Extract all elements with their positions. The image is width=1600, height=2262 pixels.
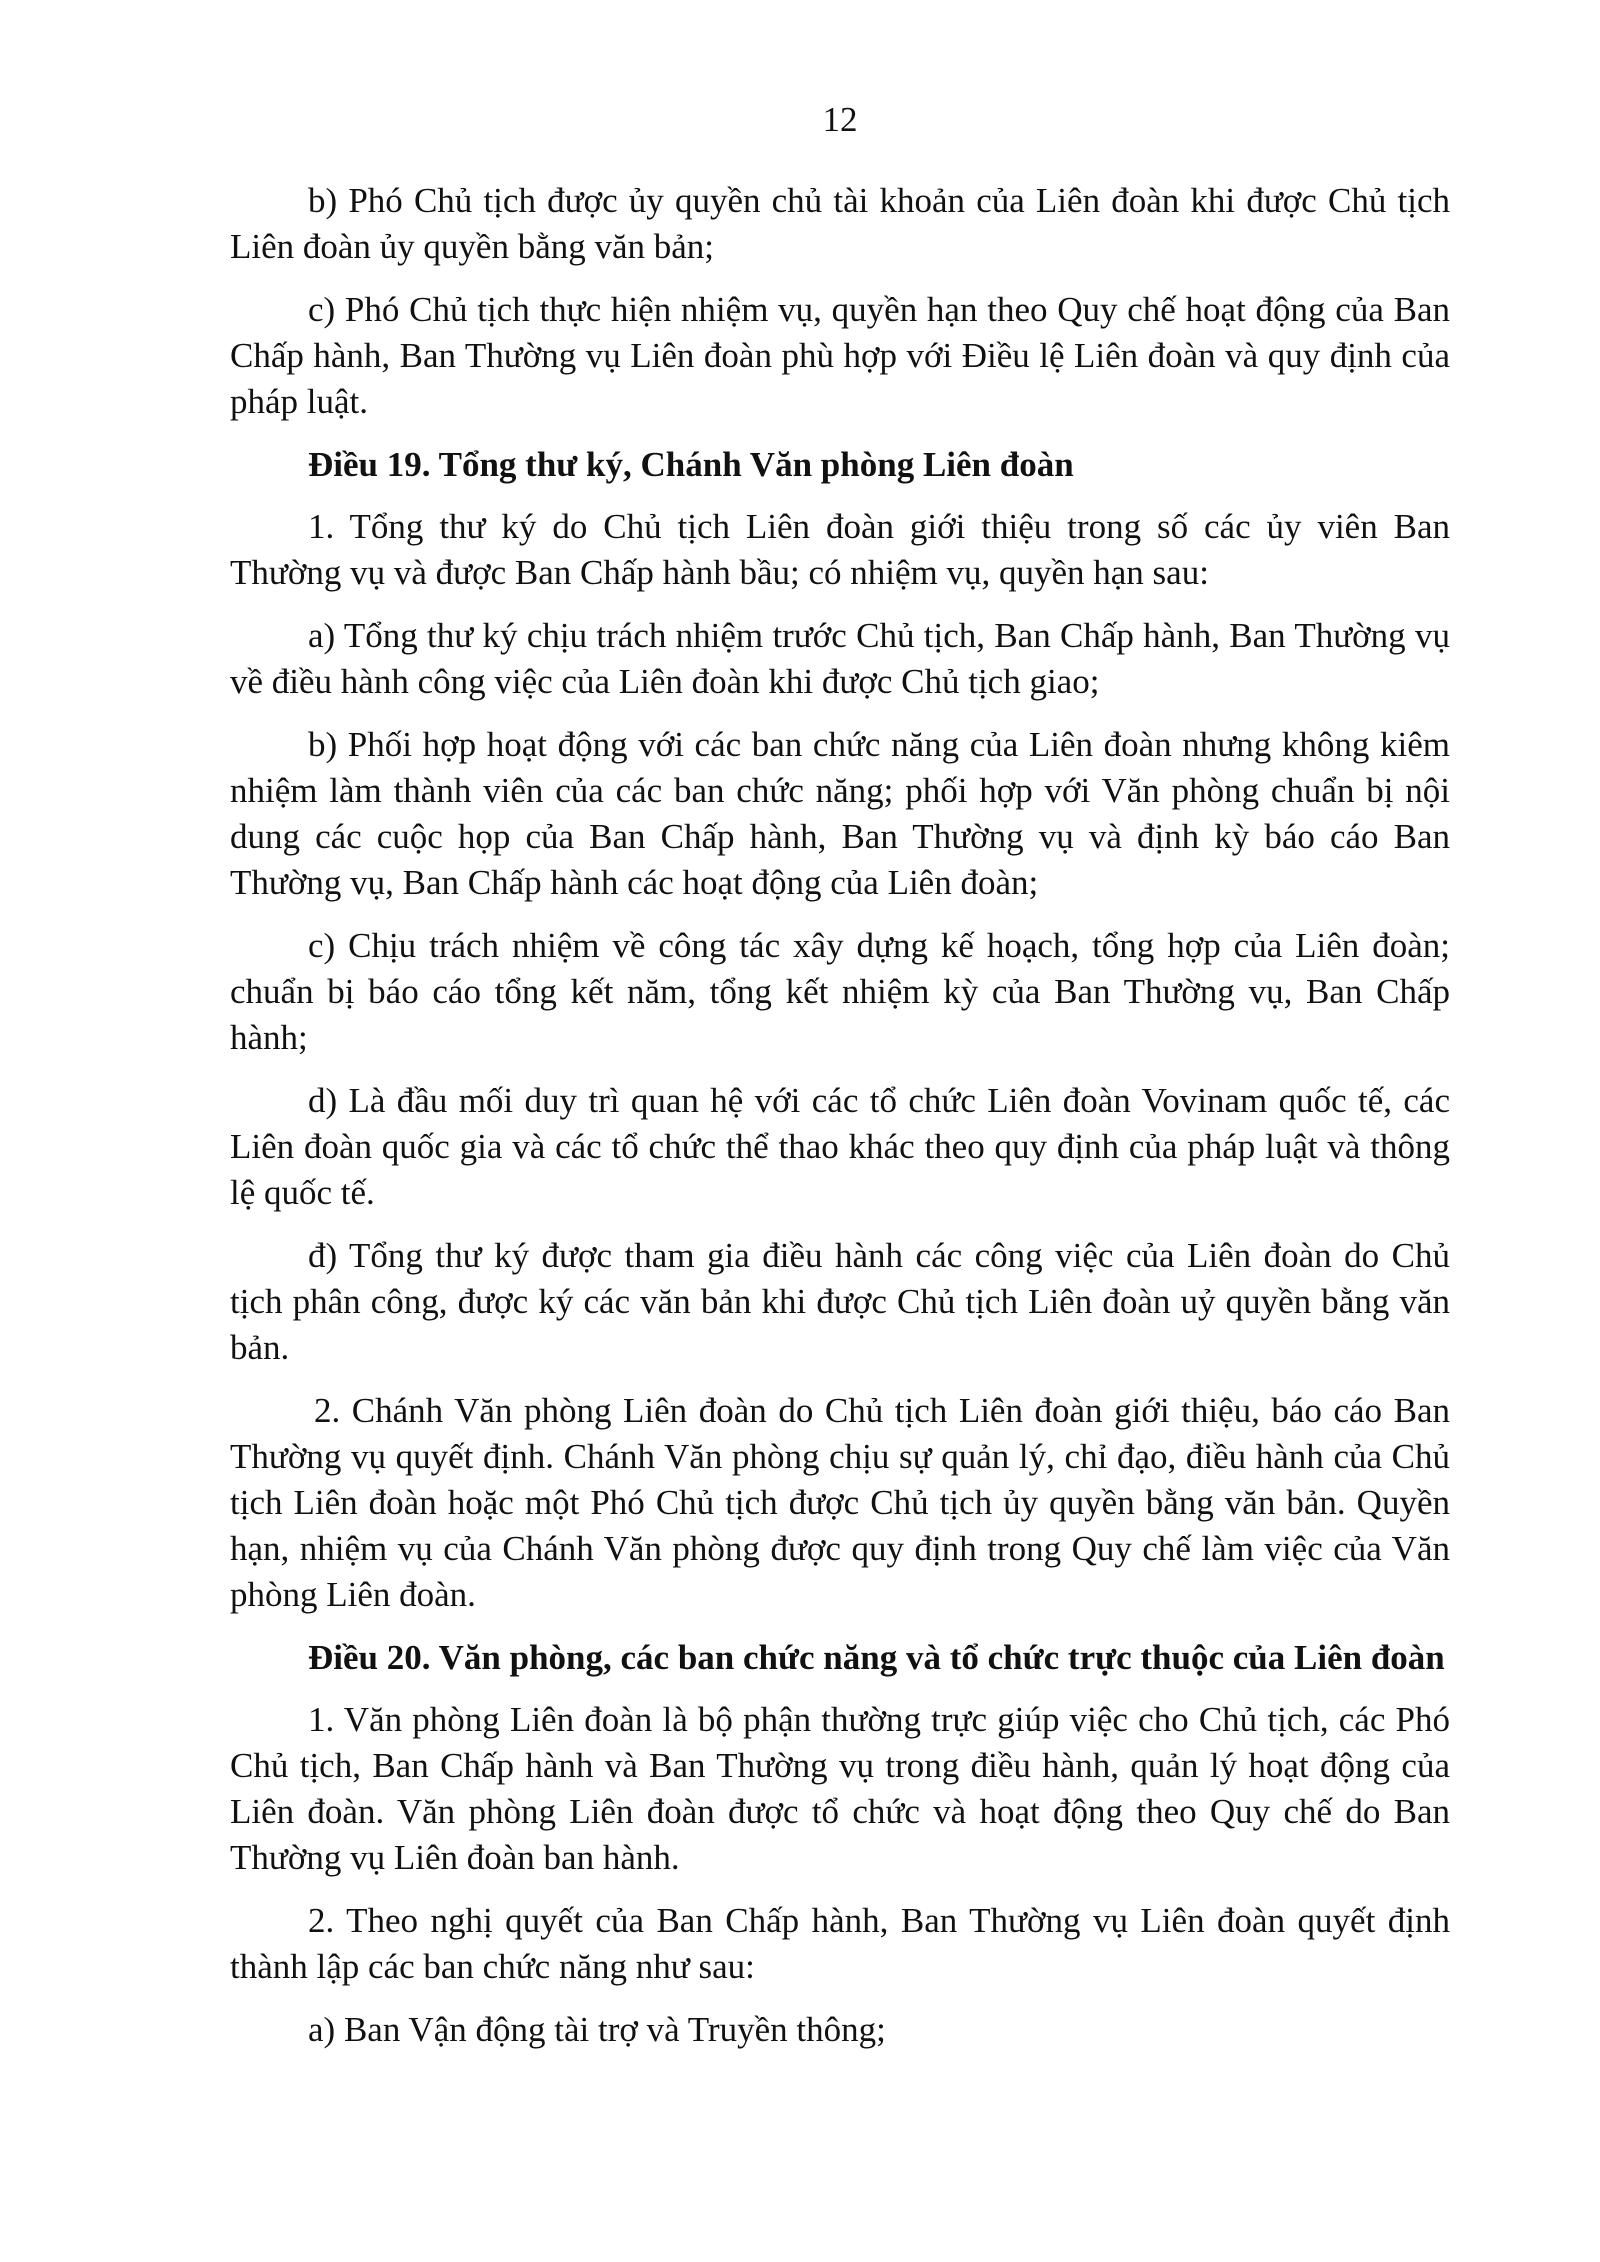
page-number: 12 xyxy=(822,100,858,139)
article-19-heading: Điều 19. Tổng thư ký, Chánh Văn phòng Liên đoàn xyxy=(308,445,1074,484)
paragraph-19-1-c: c) Chịu trách nhiệm về công tác xây dựng kế hoạch, tổng hợp của Liên đoàn; chuẩn bị báo cáo tổng kết năm, tổng kết nhiệm kỳ của Ban Thường vụ, Ban Chấp hành; xyxy=(230,926,1450,1057)
paragraph-19-1: 1. Tổng thư ký do Chủ tịch Liên đoàn giới thiệu trong số các ủy viên Ban Thường vụ và được Ban Chấp hành bầu; có nhiệm vụ, quyền hạn sau: xyxy=(230,507,1450,592)
paragraph-19-1-a: a) Tổng thư ký chịu trách nhiệm trước Chủ tịch, Ban Chấp hành, Ban Thường vụ về điều hành công việc của Liên đoàn khi được Chủ tịch giao; xyxy=(230,616,1450,701)
paragraph-20-1: 1. Văn phòng Liên đoàn là bộ phận thường trực giúp việc cho Chủ tịch, các Phó Chủ tịch, Ban Chấp hành và Ban Thường vụ trong điều hành, quản lý hoạt động của Liên đoàn. Văn phòng Liên đoàn được tổ chức và hoạt động theo Quy chế do Ban Thường vụ Liên đoàn ban hành. xyxy=(230,1700,1450,1877)
paragraph-20-2: 2. Theo nghị quyết của Ban Chấp hành, Ban Thường vụ Liên đoàn quyết định thành lập các ban chức năng như sau: xyxy=(230,1901,1450,1986)
paragraph-b-vice-chairman-account: b) Phó Chủ tịch được ủy quyền chủ tài khoản của Liên đoàn khi được Chủ tịch Liên đoàn ủy quyền bằng văn bản; xyxy=(230,181,1450,266)
document-body xyxy=(230,178,1450,2070)
article-20-heading: Điều 20. Văn phòng, các ban chức năng và tổ chức trực thuộc của Liên đoàn xyxy=(308,1638,1445,1677)
paragraph-c-vice-chairman-duties: c) Phó Chủ tịch thực hiện nhiệm vụ, quyền hạn theo Quy chế hoạt động của Ban Chấp hành, Ban Thường vụ Liên đoàn phù hợp với Điều lệ Liên đoàn và quy định của pháp luật. xyxy=(230,290,1450,421)
paragraph-19-1-d: d) Là đầu mối duy trì quan hệ với các tổ chức Liên đoàn Vovinam quốc tế, các Liên đoàn quốc gia và các tổ chức thể thao khác theo quy định của pháp luật và thông lệ quốc tế. xyxy=(230,1081,1450,1212)
paragraph-19-1-dd: đ) Tổng thư ký được tham gia điều hành các công việc của Liên đoàn do Chủ tịch phân công, được ký các văn bản khi được Chủ tịch Liên đoàn uỷ quyền bằng văn bản. xyxy=(230,1236,1450,1367)
paragraph-19-2: 2. Chánh Văn phòng Liên đoàn do Chủ tịch Liên đoàn giới thiệu, báo cáo Ban Thường vụ quyết định. Chánh Văn phòng chịu sự quản lý, chỉ đạo, điều hành của Chủ tịch Liên đoàn hoặc một Phó Chủ tịch được Chủ tịch ủy quyền bằng văn bản. Quyền hạn, nhiệm vụ của Chánh Văn phòng được quy định trong Quy chế làm việc của Văn phòng Liên đoàn. xyxy=(230,1391,1450,1614)
paragraph-19-1-b: b) Phối hợp hoạt động với các ban chức năng của Liên đoàn nhưng không kiêm nhiệm làm thành viên của các ban chức năng; phối hợp với Văn phòng chuẩn bị nội dung các cuộc họp của Ban Chấp hành, Ban Thường vụ và định kỳ báo cáo Ban Thường vụ, Ban Chấp hành các hoạt động của Liên đoàn; xyxy=(230,725,1450,902)
paragraph-20-2-a: a) Ban Vận động tài trợ và Truyền thông; xyxy=(308,2010,886,2049)
